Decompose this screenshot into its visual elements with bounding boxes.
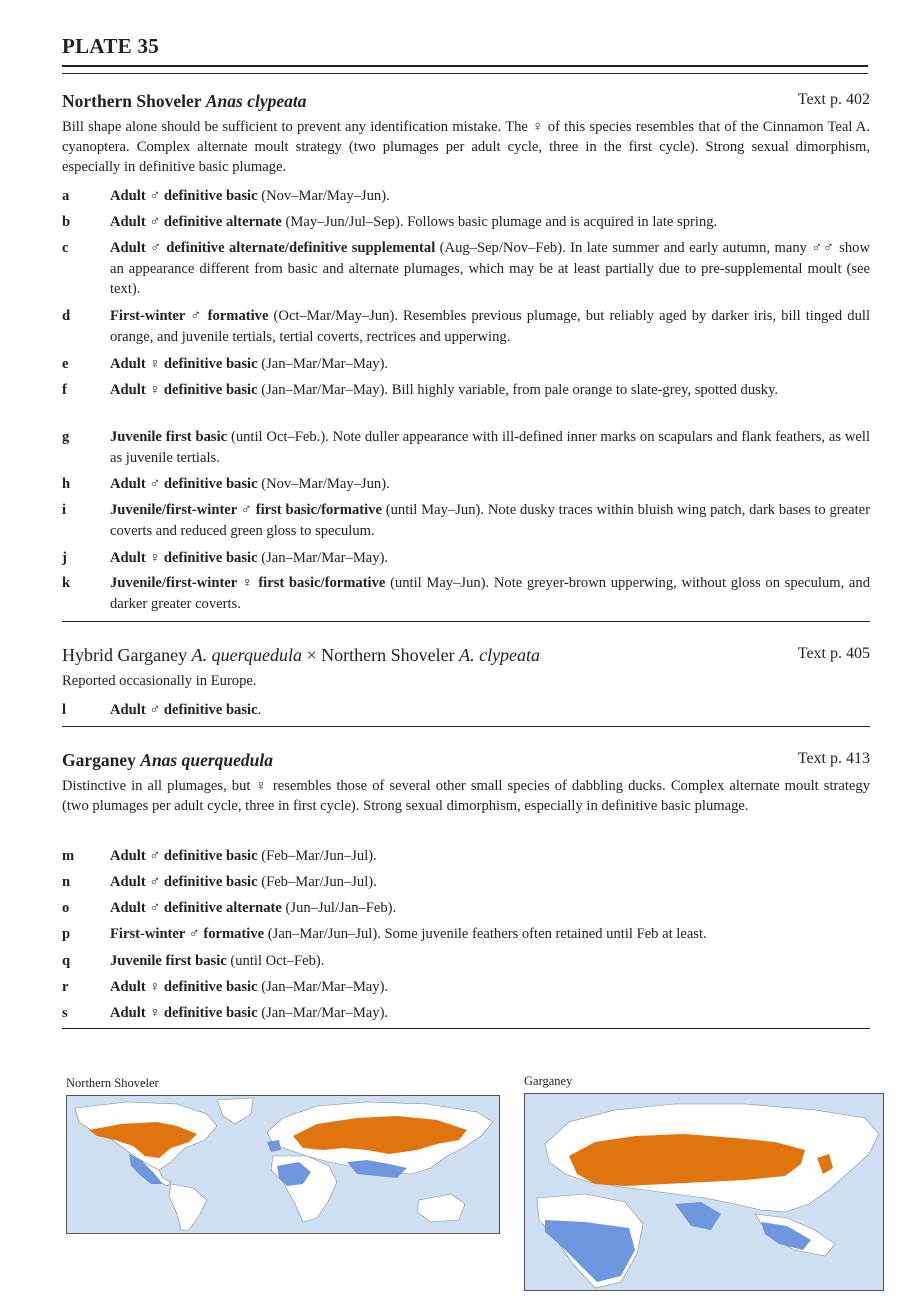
shoveler-title	[62, 91, 307, 112]
plate-entry-s	[62, 1003, 870, 1024]
plate-entry-p	[62, 924, 870, 945]
entry-description: (Aug–Sep/Nov–Feb). In late summer and early autumn, many ♂♂ show an appearance different from basic and alternate plumages, which may be at least partially due to pre-supplemental moult (see text).	[110, 240, 870, 297]
hybrid-text-ref: Text p. 405	[797, 645, 870, 662]
entry-description: (Oct–Mar/May–Jun). Resembles previous plumage, but reliably aged by darker iris, bill tinged dull orange, and juvenile tertials, tertial coverts, rectrices and upperwing.	[110, 308, 871, 345]
entry-description: (Jan–Mar/Mar–May).	[257, 1005, 389, 1021]
header-double-rule	[62, 65, 868, 74]
plate-entry-g	[62, 427, 870, 468]
entry-letter: s	[62, 1005, 68, 1021]
garganey-map-svg	[525, 1094, 883, 1290]
entry-plumage: Adult ♂ definitive alternate/definitive supplemental	[110, 240, 436, 256]
entry-plumage: Adult ♂ definitive basic	[110, 848, 258, 864]
shoveler-scientific-name: Anas clypeata	[205, 91, 307, 111]
hybrid-title-scientific: A. clypeata	[459, 645, 541, 665]
plate-entry-i	[62, 500, 870, 541]
hybrid-title	[62, 645, 540, 666]
hybrid-section	[62, 645, 870, 691]
entry-plumage: Juvenile/first-winter ♀ first basic/formative	[110, 575, 386, 591]
section-divider	[62, 621, 870, 622]
entry-letter: a	[62, 188, 70, 204]
plate-entry-m	[62, 846, 870, 867]
shoveler-text-ref: Text p. 402	[797, 91, 870, 108]
hybrid-title-part: Hybrid Garganey	[62, 645, 192, 665]
entry-plumage: First-winter ♂ formative	[110, 308, 269, 324]
entry-letter: j	[62, 550, 67, 566]
plate-entry-e	[62, 354, 870, 375]
plate-entry-q	[62, 951, 870, 972]
shoveler-heading	[62, 91, 870, 117]
section-divider	[62, 726, 870, 727]
entry-plumage: Adult ♀ definitive basic	[110, 382, 258, 398]
entry-description: (Jan–Mar/Jun–Jul). Some juvenile feathers often retained until Feb at least.	[264, 926, 707, 942]
garganey-common-name: Garganey	[62, 750, 136, 770]
entry-letter: d	[62, 308, 71, 324]
entry-letter: i	[62, 502, 67, 518]
entry-description: (until May–Jun). Note dusky traces within bluish wing patch, dark bases to greater coverts and reduced green gloss to speculum.	[110, 502, 871, 539]
entry-plumage: Adult ♂ definitive basic	[110, 476, 258, 492]
wintering-range-south-asia	[675, 1202, 721, 1230]
plate-entry-b	[62, 212, 870, 233]
section-divider	[62, 1028, 870, 1029]
plate-entry-c	[62, 238, 870, 300]
entry-description: (Feb–Mar/Jun–Jul).	[257, 848, 377, 864]
plate-entry-l	[62, 700, 870, 721]
entry-plumage: Juvenile/first-winter ♂ first basic/formative	[110, 502, 382, 518]
entry-description: (May–Jun/Jul–Sep). Follows basic plumage and is acquired in late spring.	[281, 214, 718, 230]
land-greenland	[217, 1098, 253, 1124]
garganey-section	[62, 750, 870, 816]
entry-plumage: Adult ♀ definitive basic	[110, 550, 258, 566]
entry-plumage: Adult ♂ definitive basic	[110, 702, 258, 718]
entry-letter: m	[62, 848, 75, 864]
hybrid-intro: Reported occasionally in Europe.	[62, 673, 257, 689]
plate-entry-n	[62, 872, 870, 893]
plate-entry-j	[62, 548, 870, 569]
entry-letter: o	[62, 900, 70, 916]
entry-description: (until Oct–Feb).	[226, 953, 325, 969]
hybrid-heading	[62, 645, 870, 671]
shoveler-intro: Bill shape alone should be sufficient to prevent any identification mistake. The ♀ of this species resembles that of the Cinnamon Teal A. cyanoptera. Complex alternate moult strategy (two plumages per adult cycle, three in the first cycle). Strong sexual dimorphism, especially in definitive basic plumage.	[62, 119, 870, 175]
entry-description: (Feb–Mar/Jun–Jul).	[257, 874, 377, 890]
garganey-text-ref: Text p. 413	[797, 750, 870, 767]
shoveler-range-map	[66, 1095, 500, 1234]
entry-plumage: Adult ♂ definitive alternate	[110, 214, 282, 230]
plate-entry-f	[62, 380, 870, 401]
entry-letter: g	[62, 429, 70, 445]
entry-letter: q	[62, 953, 71, 969]
entry-plumage: First-winter ♂ formative	[110, 926, 265, 942]
entry-description: (Jun–Jul/Jan–Feb).	[281, 900, 397, 916]
entry-description: (Jan–Mar/Mar–May).	[257, 356, 389, 372]
entry-plumage: Adult ♀ definitive basic	[110, 979, 258, 995]
entry-description: (Jan–Mar/Mar–May).	[257, 979, 389, 995]
entry-description: (Nov–Mar/May–Jun).	[257, 476, 390, 492]
entry-plumage: Adult ♂ definitive alternate	[110, 900, 282, 916]
hybrid-title-scientific: A. querquedula	[191, 645, 302, 665]
entry-plumage: Adult ♂ definitive basic	[110, 874, 258, 890]
garganey-map-label: Garganey	[524, 1074, 573, 1088]
entry-letter: h	[62, 476, 71, 492]
shoveler-section	[62, 91, 870, 177]
land-south-america	[169, 1184, 207, 1230]
plate-title: PLATE 35	[62, 34, 160, 58]
entry-description: (until May–Jun). Note greyer-brown upperwing, without gloss on speculum, and darker greater coverts.	[110, 575, 870, 612]
plate-entry-k	[62, 573, 870, 614]
entry-letter: c	[62, 240, 69, 256]
shoveler-map-label: Northern Shoveler	[66, 1076, 159, 1090]
entry-plumage: Juvenile first basic	[110, 429, 228, 445]
entry-letter: p	[62, 926, 71, 942]
wintering-range-europe	[267, 1140, 281, 1152]
entry-letter: f	[62, 382, 67, 398]
entry-description: (Jan–Mar/Mar–May).	[257, 550, 389, 566]
wintering-range-africa	[545, 1220, 635, 1282]
land-australia	[417, 1194, 465, 1222]
plate-entry-o	[62, 898, 870, 919]
entry-letter: b	[62, 214, 71, 230]
hybrid-title-part: × Northern Shoveler	[301, 645, 460, 665]
entry-plumage: Juvenile first basic	[110, 953, 227, 969]
plate-entry-d	[62, 306, 870, 347]
entry-description: (until Oct–Feb.). Note duller appearance with ill-defined inner marks on scapulars and flank feathers, as well as juvenile tertials.	[110, 429, 870, 466]
plate-entry-h	[62, 474, 870, 495]
entry-description: (Nov–Mar/May–Jun).	[257, 188, 390, 204]
garganey-heading	[62, 750, 870, 776]
garganey-scientific-name: Anas querquedula	[140, 750, 274, 770]
garganey-title	[62, 750, 273, 771]
entry-description: (Jan–Mar/Mar–May). Bill highly variable, from pale orange to slate-grey, spotted dusky.	[257, 382, 779, 398]
entry-plumage: Adult ♀ definitive basic	[110, 356, 258, 372]
entry-letter: l	[62, 702, 67, 718]
entry-letter: r	[62, 979, 69, 995]
entry-description: .	[257, 702, 262, 718]
entry-plumage: Adult ♂ definitive basic	[110, 188, 258, 204]
shoveler-map-svg	[67, 1096, 499, 1233]
plate-entry-a	[62, 186, 870, 207]
garganey-range-map	[524, 1093, 884, 1291]
plate-entry-r	[62, 977, 870, 998]
garganey-intro: Distinctive in all plumages, but ♀ resembles those of several other small species of dabbling ducks. Complex alternate moult strategy (two plumages per adult cycle, three in first cycle). Strong sexual dimorphism, especially in definitive basic plumage.	[62, 778, 870, 814]
entry-letter: n	[62, 874, 71, 890]
entry-letter: e	[62, 356, 69, 372]
entry-letter: k	[62, 575, 71, 591]
shoveler-common-name: Northern Shoveler	[62, 91, 202, 111]
entry-plumage: Adult ♀ definitive basic	[110, 1005, 258, 1021]
